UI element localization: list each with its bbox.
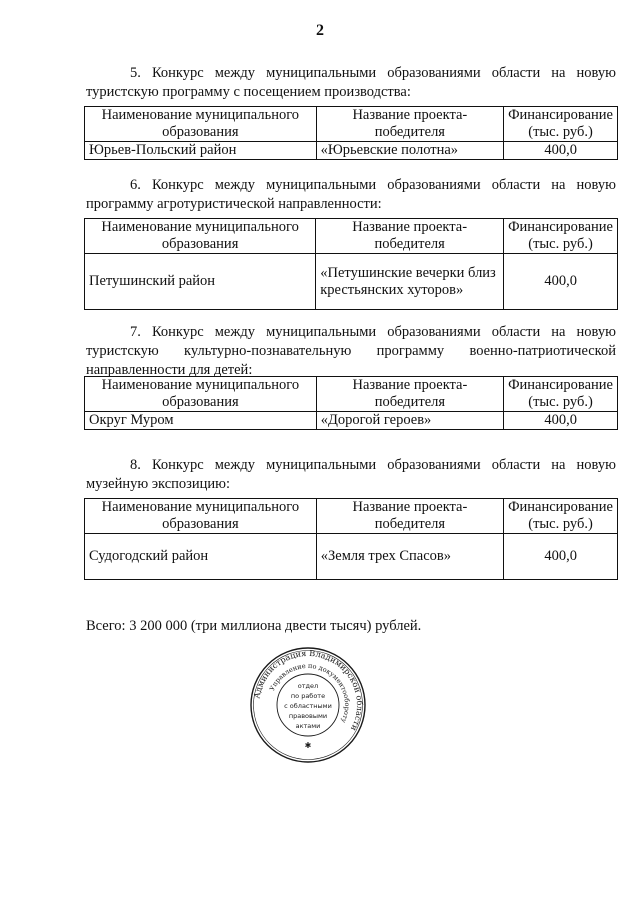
header-project: Название проекта-победителя	[316, 219, 504, 254]
cell-municipality: Петушинский район	[85, 254, 316, 310]
stamp-center-line: с областными	[284, 702, 332, 710]
section-8-text	[86, 456, 616, 494]
cell-municipality: Округ Муром	[85, 412, 317, 430]
cell-municipality: Судогодский район	[85, 534, 317, 580]
table-header-row	[85, 377, 618, 412]
section-6-text	[86, 176, 616, 214]
header-municipality: Наименование муниципального образования	[85, 499, 317, 534]
section-7-table	[84, 376, 618, 430]
header-project: Название проекта-победителя	[316, 499, 503, 534]
cell-funding: 400,0	[504, 142, 618, 160]
section-5-table	[84, 106, 618, 160]
table-header-row	[85, 219, 618, 254]
header-municipality: Наименование муниципального образования	[85, 377, 317, 412]
header-municipality: Наименование муниципального образования	[85, 107, 317, 142]
stamp-star-icon: ✱	[304, 741, 312, 750]
page-number: 2	[316, 22, 324, 39]
stamp-outer-text: Администрация Владимирской области	[251, 647, 366, 733]
cell-funding: 400,0	[504, 254, 618, 310]
stamp-center-line: правовыми	[288, 712, 328, 720]
section-8-table	[84, 498, 618, 580]
table-row	[85, 412, 618, 430]
cell-project: «Земля трех Спасов»	[316, 534, 503, 580]
stamp-center-line: актами	[295, 722, 321, 730]
table-row	[85, 254, 618, 310]
table-row	[85, 534, 618, 580]
cell-funding: 400,0	[504, 534, 618, 580]
section-7-text	[86, 323, 616, 380]
header-funding: Финансирование (тыс. руб.)	[504, 219, 618, 254]
cell-funding: 400,0	[504, 412, 618, 430]
cell-municipality: Юрьев-Польский район	[85, 142, 317, 160]
section-5-text	[86, 64, 616, 102]
total-amount: Всего: 3 200 000 (три миллиона двести тысяч) рублей.	[86, 618, 422, 634]
table-row	[85, 142, 618, 160]
header-project: Название проекта-победителя	[316, 377, 503, 412]
section-6-table	[84, 218, 618, 310]
stamp-middle-text: Управление по документообороту	[268, 661, 352, 725]
table-header-row	[85, 499, 618, 534]
stamp-center-line: по работе	[290, 692, 326, 700]
table-header-row	[85, 107, 618, 142]
cell-project: «Петушинские вечерки близ крестьянских хуторов»	[316, 254, 504, 310]
header-funding: Финансирование (тыс. руб.)	[504, 499, 618, 534]
header-funding: Финансирование (тыс. руб.)	[504, 377, 618, 412]
stamp-center-line: отдел	[297, 682, 319, 690]
section-8-paragraph: 8. Конкурс между муниципальными образованиями области на новую музейную экспозицию:	[86, 457, 616, 492]
header-funding: Финансирование (тыс. руб.)	[504, 107, 618, 142]
cell-project: «Дорогой героев»	[316, 412, 503, 430]
official-stamp	[248, 645, 368, 765]
section-7-paragraph: 7. Конкурс между муниципальными образованиями области на новую туристскую культурно-познавательную программу военно-патриотической направленности для детей:	[86, 324, 616, 378]
section-6-paragraph: 6. Конкурс между муниципальными образованиями области на новую программу агротуристической направленности:	[86, 177, 616, 212]
header-project: Название проекта-победителя	[316, 107, 503, 142]
header-municipality: Наименование муниципального образования	[85, 219, 316, 254]
cell-project: «Юрьевские полотна»	[316, 142, 503, 160]
section-5-paragraph: 5. Конкурс между муниципальными образованиями области на новую туристскую программу с посещением производства:	[86, 65, 616, 100]
